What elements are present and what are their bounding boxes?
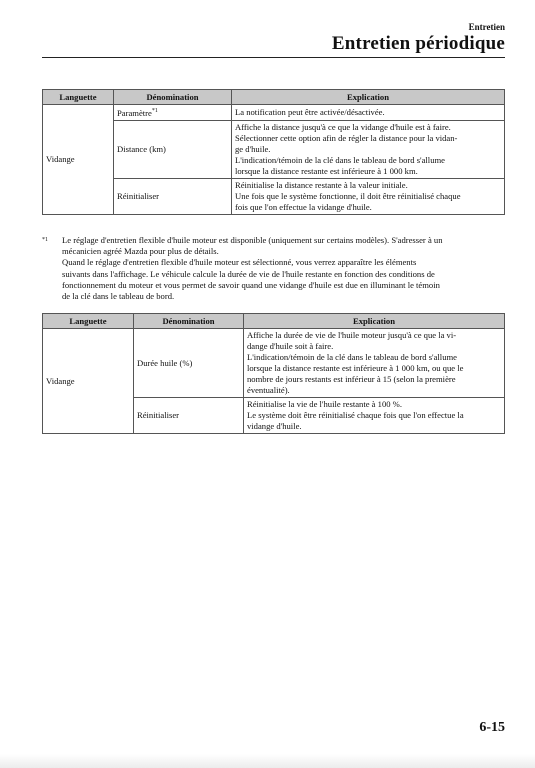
explanation-line: La notification peut être activée/désactivée. [235,106,385,117]
explanation-line: dange d'huile soit à faire. [247,341,334,351]
explanation-cell [232,178,505,214]
footnote-line: fonctionnement du moteur et vous permet de savoir quand une vidange d'huile est due en illuminant le témoin [62,279,440,290]
footnote [42,235,505,302]
page-number: 6-15 [479,720,505,735]
footnote-line: de la clé dans le tableau de bord. [62,291,175,302]
explanation-cell [232,105,505,121]
explanation-line: L'indication/témoin de la clé dans le tableau de bord s'allume [247,352,457,362]
name-cell [114,105,232,121]
explanation-line: Le système doit être réinitialisé chaque fois que l'on effectue la [247,410,464,420]
explanation-line: Affiche la distance jusqu'à ce que la vidange d'huile est à faire. [235,121,451,132]
column-header-name: Dénomination [134,314,244,329]
section-label: Entretien [468,22,505,32]
explanation-line: Affiche la durée de vie de l'huile moteur jusqu'à ce que la vi- [247,330,457,340]
column-header-tab: Languette [43,90,114,105]
footnote-line: Quand le réglage d'entretien flexible d'huile moteur est sélectionné, vous verrez apparaître les éléments [62,257,417,268]
explanation-line: nombre de jours restants est inférieur à 15 (selon la première [247,374,456,384]
footnote-line: mécanicien agréé Mazda pour plus de détails. [62,246,219,257]
explanation-line: Une fois que le système fonctionne, il doit être réinitialisé chaque [235,190,461,201]
footnote-body [62,235,505,302]
page-title: Entretien périodique [331,33,505,54]
footnote-line: suivants dans l'affichage. Le véhicule calcule la durée de vie de l'huile restante en fonction des conditions de [62,268,435,279]
footnote-mark: *1 [42,237,48,243]
table-header-row [43,314,505,329]
explanation-line: ge d'huile. [235,143,271,154]
table-row [43,105,505,121]
table-row [43,329,505,398]
tab-cell: Vidange [43,105,114,215]
name-cell: Durée huile (%) [134,329,244,398]
table-header-row [43,90,505,105]
explanation-line: lorsque la distance restante est inférieure à 1 000 km. [235,165,418,176]
tab-cell: Vidange [43,329,134,434]
explanation-line: fois que l'on effectue la vidange d'huile. [235,201,372,212]
column-header-explanation: Explication [232,90,505,105]
name-cell: Réinitialiser [134,398,244,434]
explanation-line: Réinitialise la distance restante à la valeur initiale. [235,179,408,190]
explanation-line: Réinitialise la vie de l'huile restante à 100 %. [247,399,402,409]
name-cell: Distance (km) [114,120,232,178]
footnote-ref: *1 [151,108,158,114]
explanation-cell [244,329,505,398]
column-header-tab: Languette [43,314,134,329]
explanation-line: Sélectionner cette option afin de régler la distance pour la vidan- [235,132,458,143]
bottom-shade [0,754,535,768]
maintenance-table-distance [42,89,505,215]
explanation-line: éventualité). [247,385,290,395]
maintenance-table-oil-life [42,313,505,434]
name-cell: Réinitialiser [114,178,232,214]
explanation-line: lorsque la distance restante est inférieure à 1 000 km, ou que le [247,363,464,373]
explanation-cell [232,120,505,178]
title-rule [42,57,505,58]
explanation-cell [244,398,505,434]
column-header-name: Dénomination [114,90,232,105]
explanation-line: L'indication/témoin de la clé dans le tableau de bord s'allume [235,154,445,165]
explanation-line: vidange d'huile. [247,421,302,431]
name-text: Paramètre [117,107,152,118]
footnote-line: Le réglage d'entretien flexible d'huile moteur est disponible (uniquement sur certains modèles). S'adresser à un [62,235,443,245]
column-header-explanation: Explication [244,314,505,329]
